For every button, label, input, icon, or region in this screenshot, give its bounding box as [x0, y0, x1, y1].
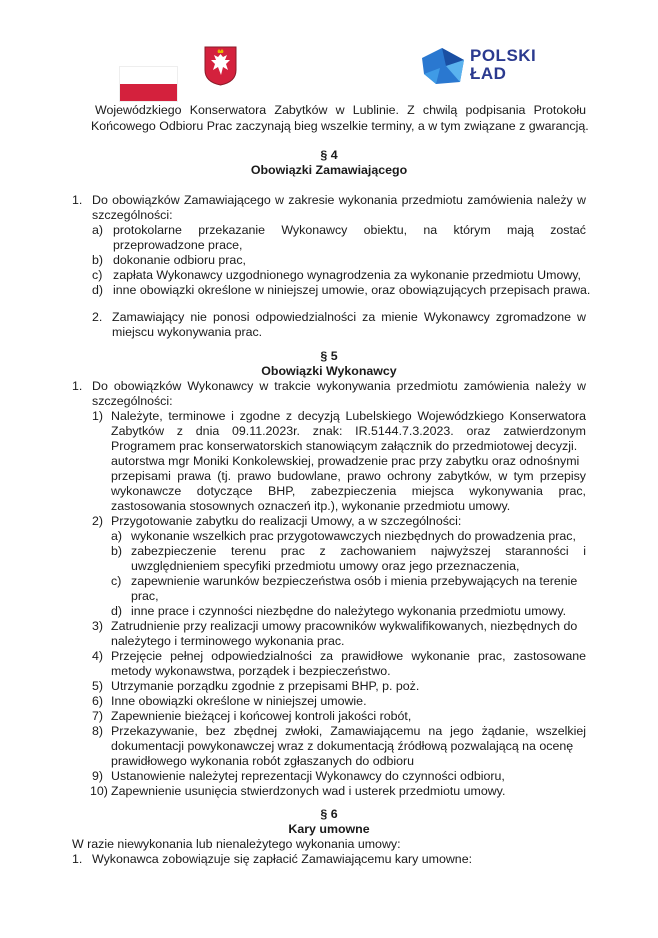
list-item: Przygotowanie zabytku do realizacji Umowy, a w szczególności: [111, 514, 462, 528]
list-marker: d) [111, 604, 123, 618]
list-marker: d) [92, 283, 104, 297]
list-item: Zapewnienie bieżącej i końcowej kontroli jakości robót, [111, 709, 412, 723]
list-item: uwzględnieniem specyfiki przedmiotu umowy oraz jego przeznaczenia, [131, 559, 520, 573]
list-item: przeprowadzone prace, [113, 238, 243, 252]
paragraph-line: miejscu wykonywania prac. [112, 325, 263, 339]
list-marker: c) [92, 268, 103, 282]
list-item: Zabytków z dnia 09.11.2023r. znak: IR.5144.7.3.2023. oraz zatwierdzonym [111, 424, 586, 438]
polish-eagle-emblem-icon [204, 46, 237, 86]
list-marker: 3) [92, 619, 104, 633]
paragraph-line: W razie niewykonania lub nienależytego wykonania umowy: [72, 837, 401, 851]
list-marker: 10) [90, 784, 108, 798]
section-sign: § 4 [320, 148, 338, 162]
list-marker: 9) [92, 769, 104, 783]
list-marker: 2) [92, 514, 104, 528]
list-item: zabezpieczenie terenu prac z zachowaniem najwyższej staranności i [131, 544, 586, 558]
paragraph-line: Zamawiający nie ponosi odpowiedzialności za mienie Wykonawcy zgromadzone w [112, 310, 586, 324]
list-marker: a) [92, 223, 104, 237]
list-item: zapewnienie warunków bezpieczeństwa osób i mienia przebywających na terenie [131, 574, 578, 588]
list-item: wykonanie wszelkich prac przygotowawczych niezbędnych do prowadzenia prac, [131, 529, 576, 543]
list-number: 1. [72, 379, 83, 393]
polish-flag-icon [119, 66, 178, 102]
list-marker: 7) [92, 709, 104, 723]
list-marker: 1) [92, 409, 104, 423]
list-item: dokumentacji powykonawczej wraz z dokumentacją źródłową pozwalającą na ocenę [111, 739, 574, 753]
brand-line1: POLSKI [470, 46, 537, 65]
section-title: Kary umowne [288, 822, 370, 836]
list-item: należytego i terminowego wykonania prac. [111, 634, 345, 648]
list-item: metody wykonawstwa, porządek i bezpieczeństwo. [111, 664, 391, 678]
list-marker: 8) [92, 724, 104, 738]
list-marker: 5) [92, 679, 104, 693]
brand-line2: ŁAD [470, 64, 507, 83]
list-item: Utrzymanie porządku zgodnie z przepisami BHP, p. poż. [111, 679, 420, 693]
list-item: Zapewnienie usunięcia stwierdzonych wad i usterek przedmiotu umowy. [111, 784, 506, 798]
list-marker: 4) [92, 649, 104, 663]
list-item: Zatrudnienie przy realizacji umowy pracowników wykwalifikowanych, niezbędnych do [111, 619, 578, 633]
paragraph-line: Do obowiązków Wykonawcy w trakcie wykonywania przedmiotu zamówienia należy w [92, 379, 586, 393]
list-number: 1. [72, 193, 83, 207]
list-number: 2. [92, 310, 103, 324]
intro-line: Końcowego Odbioru Prac zaczynają bieg wszelkie terminy, a w tym związane z gwarancją. [91, 119, 589, 133]
list-item: autorstwa mgr Moniki Konkolewskiej, prowadzenie prac przy zabytku oraz odnośnymi [111, 454, 580, 468]
list-item: Przejęcie pełnej odpowiedzialności za prawidłowe wykonanie prac, zastosowane [111, 649, 586, 663]
list-item: Przekazywanie, bez zbędnej zwłoki, Zamawiającemu na jego żądanie, wszelkiej [111, 724, 586, 738]
list-item: zapłata Wykonawcy uzgodnionego wynagrodzenia za wykonanie przedmiotu Umowy, [113, 268, 581, 282]
intro-line: Wojewódzkiego Konserwatora Zabytków w Lublinie. Z chwilą podpisania Protokołu [95, 103, 586, 117]
paragraph-line: Do obowiązków Zamawiającego w zakresie wykonania przedmiotu zamówienia należy w [92, 193, 586, 207]
list-item: prawidłowego wykonania robót zgłaszanych do odbioru [111, 754, 415, 768]
list-marker: b) [92, 253, 104, 267]
list-number: 1. [72, 852, 83, 866]
section-sign: § 6 [320, 807, 338, 821]
section-sign: § 5 [320, 349, 338, 363]
list-item: protokolarne przekazanie Wykonawcy obiektu, na którym mają zostać [113, 223, 586, 237]
list-item: prac, [131, 589, 159, 603]
list-item: wykonawcze dotyczące BHP, zabezpieczenia miejsca wykonywania prac, [111, 484, 586, 498]
list-marker: a) [111, 529, 123, 543]
list-item: Inne obowiązki określone w niniejszej umowie. [111, 694, 367, 708]
list-marker: 6) [92, 694, 104, 708]
paragraph-line: szczególności: [92, 208, 173, 222]
list-item: dokonanie odbioru prac, [113, 253, 246, 267]
paragraph-line: szczególności: [92, 394, 173, 408]
list-item: zastosowania stosownych oznaczeń itp.), wykonanie przedmiotu umowy. [111, 499, 511, 513]
list-item: przepisami prawa (tj. prawo budowlane, prawo ochrony zabytków, w tym przepisy [111, 469, 586, 483]
list-marker: c) [111, 574, 122, 588]
list-marker: b) [111, 544, 123, 558]
list-item: inne obowiązki określone w niniejszej umowie, oraz obowiązujących przepisach prawa. [113, 283, 591, 297]
section-title: Obowiązki Wykonawcy [261, 364, 397, 378]
list-item: Programem prac konserwatorskich stanowiącym załącznik do przedmiotowej decyzji. [111, 439, 578, 453]
section-title: Obowiązki Zamawiającego [250, 163, 408, 177]
list-item: Należyte, terminowe i zgodne z decyzją Lubelskiego Wojewódzkiego Konserwatora [111, 409, 586, 423]
list-item: Ustanowienie należytej reprezentacji Wykonawcy do czynności odbioru, [111, 769, 505, 783]
list-item: inne prace i czynności niezbędne do należytego wykonania przedmiotu umowy. [131, 604, 567, 618]
paragraph-line: Wykonawca zobowiązuje się zapłacić Zamawiającemu kary umowne: [92, 852, 473, 866]
